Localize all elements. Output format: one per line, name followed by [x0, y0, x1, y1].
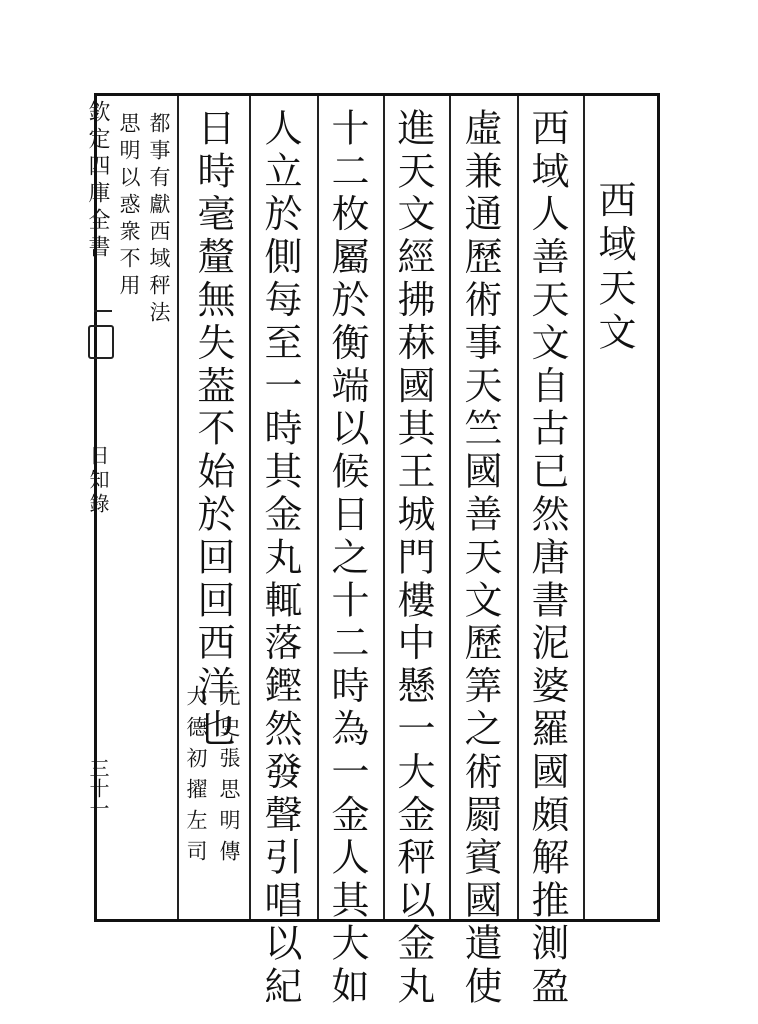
book-title: 日知錄 — [86, 445, 110, 517]
column-divider — [583, 96, 585, 919]
text-column-6: 日時毫釐無失葢不始於回回西洋也 — [191, 108, 235, 752]
column-divider — [177, 96, 179, 919]
text-column-1: 西域人善天文自古已然唐書泥婆羅國頗解推測盈 — [525, 108, 569, 1009]
column-divider — [517, 96, 519, 919]
inline-note-right: 元史張思明傳 — [217, 685, 241, 871]
column-divider — [249, 96, 251, 919]
inline-note-left: 大德初擢左司 — [184, 685, 208, 871]
series-title: 欽定四庫全書 — [85, 100, 110, 262]
fish-tail-mark — [88, 325, 114, 359]
margin-rule — [94, 310, 112, 312]
note-column-1: 都事有獻西域秤法 — [147, 112, 171, 328]
text-column-5: 人立於側每至一時其金丸輒落鏗然發聲引唱以紀 — [258, 108, 302, 1009]
text-column-4: 十二枚屬於衡端以候日之十二時為一金人其大如 — [325, 108, 369, 1009]
text-column-3: 進天文經拂菻國其王城門樓中懸一大金秤以金丸 — [391, 108, 435, 1009]
section-title: 西域天文 — [592, 180, 636, 356]
note-column-2: 思明以惑衆不用 — [117, 112, 141, 301]
column-divider — [383, 96, 385, 919]
column-divider — [449, 96, 451, 919]
column-divider — [317, 96, 319, 919]
page-number: 三十一 — [86, 758, 110, 818]
text-column-2: 虛兼通歷術事天竺國善天文歷筭之術罽賓國遣使 — [458, 108, 502, 1009]
